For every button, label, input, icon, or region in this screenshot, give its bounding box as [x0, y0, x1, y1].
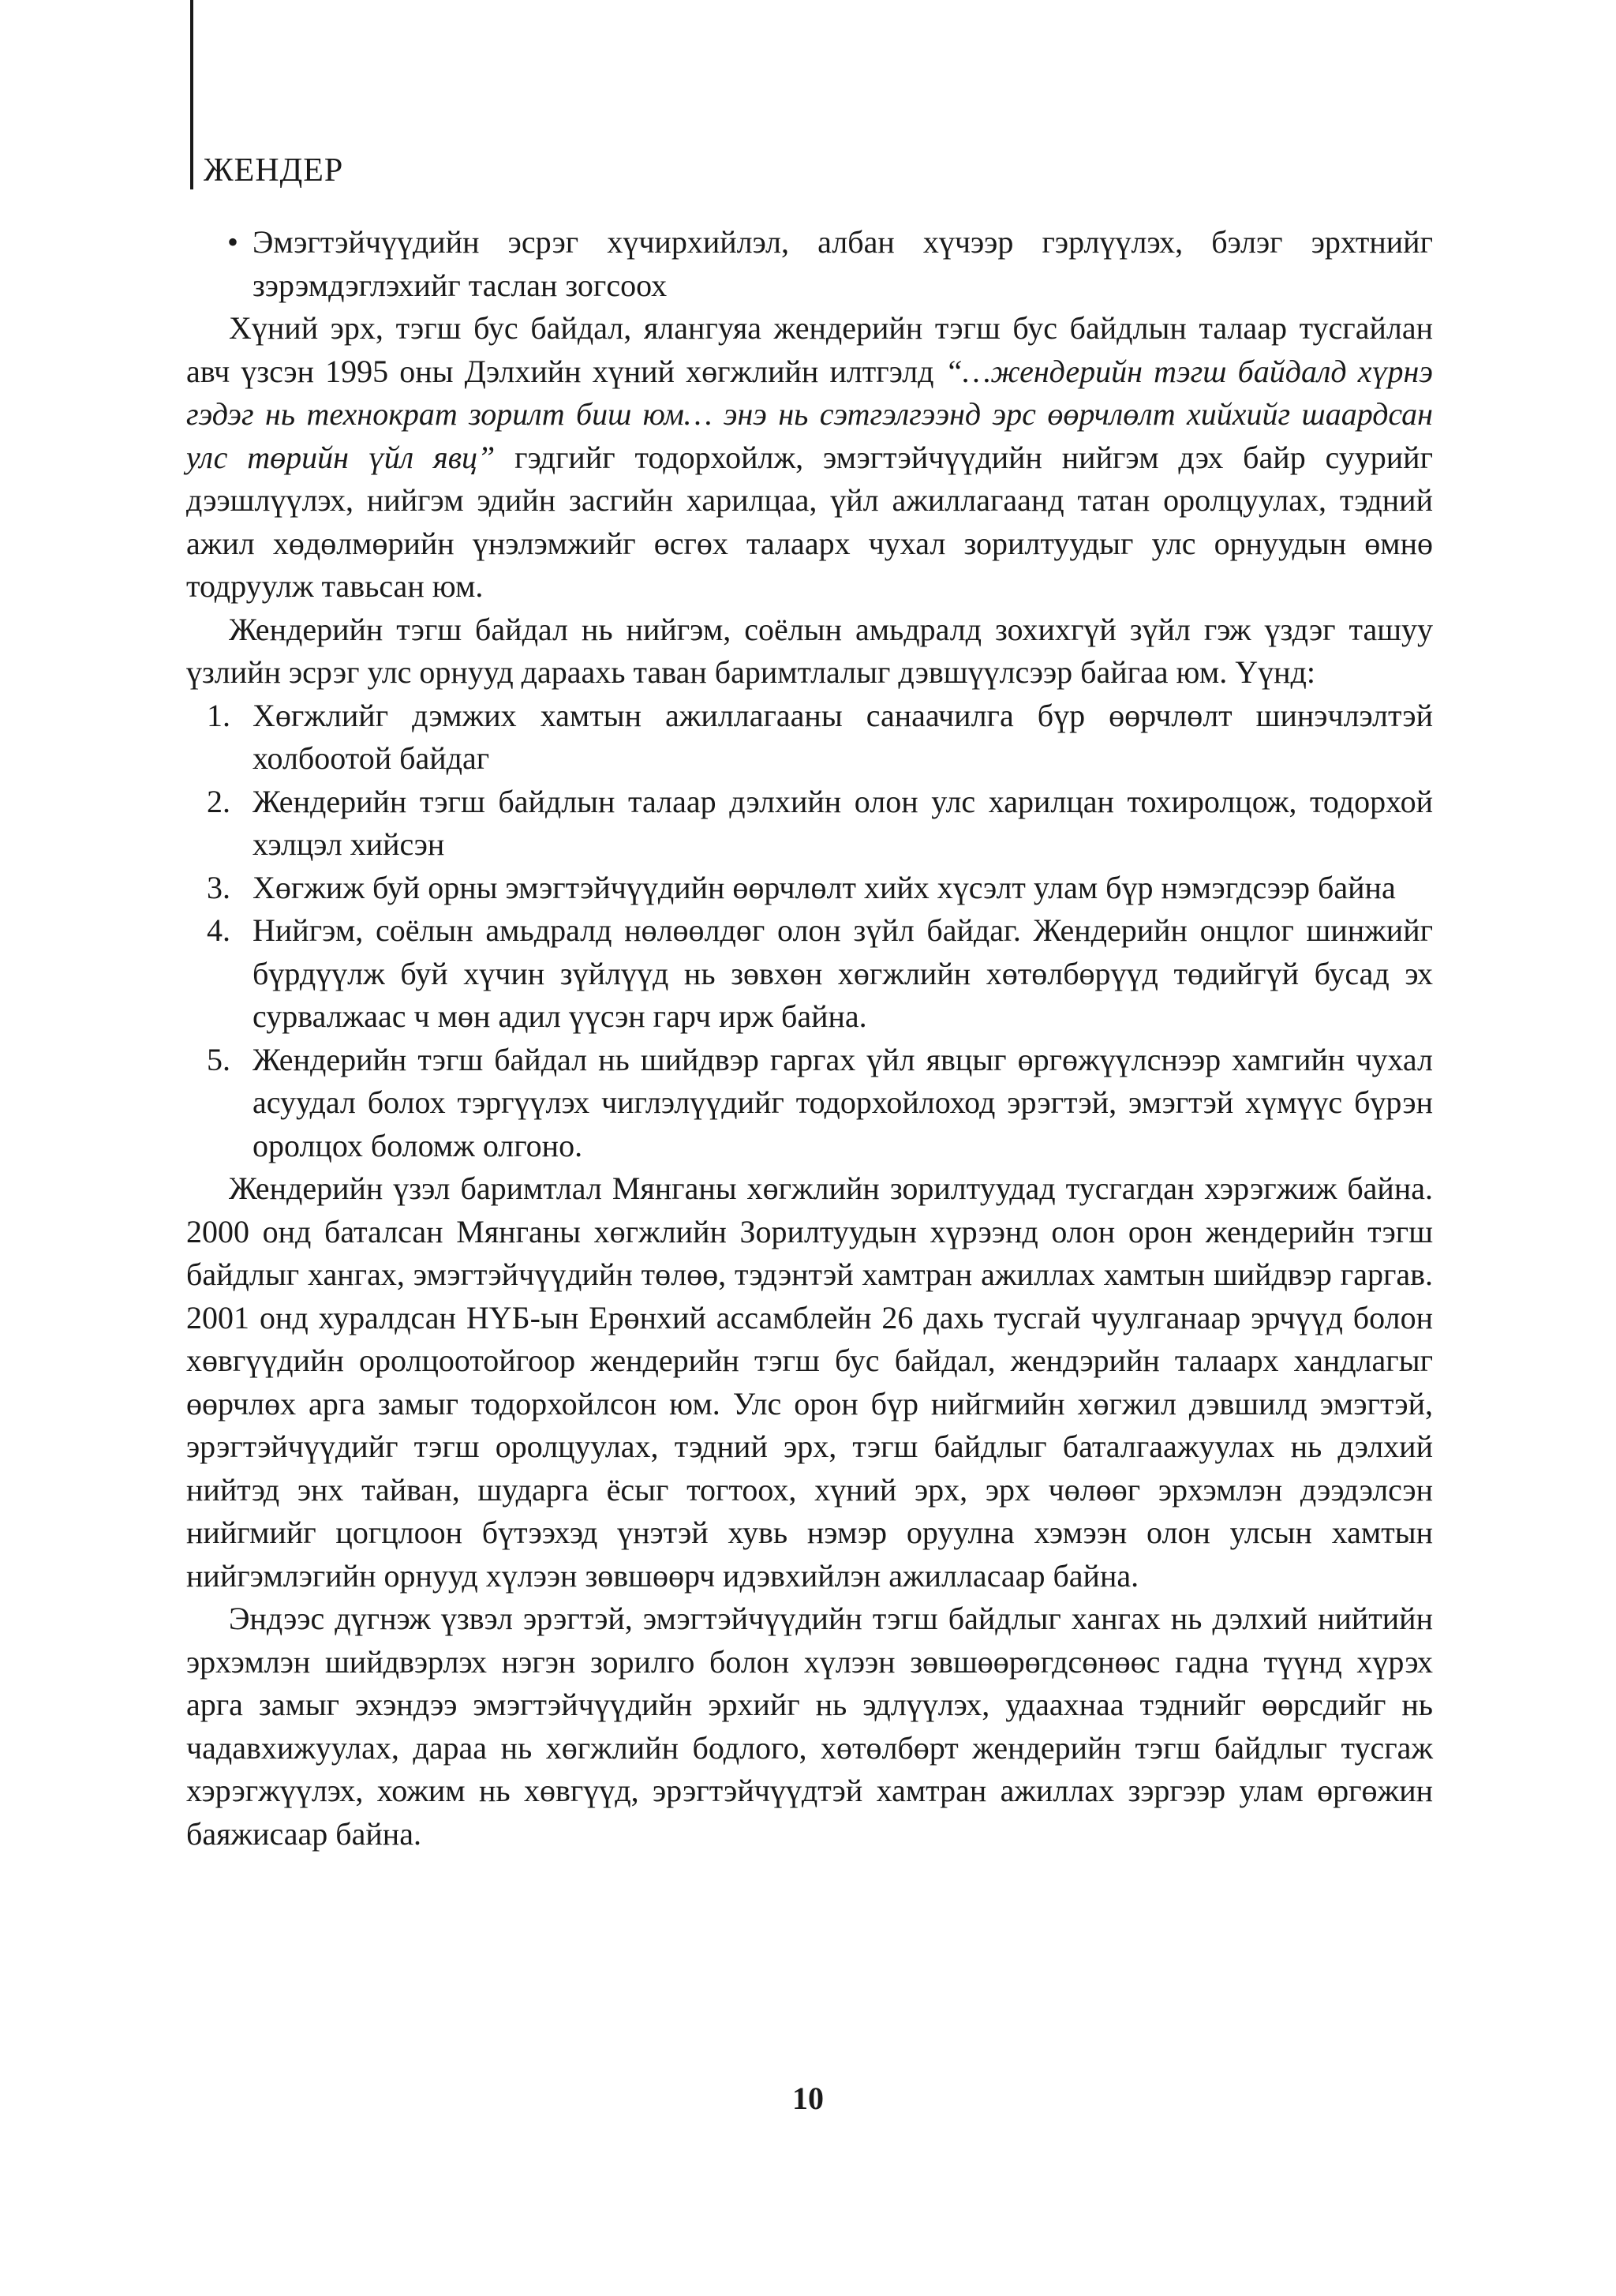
paragraph-4: Эндээс дүгнэж үзвэл эрэгтэй, эмэгтэйчүүдийн тэгш байдлыг хангах нь дэлхий нийтийн эрхэмлэн шийдвэрлэх нэгэн зорилго болон хүлээн зөвшөөрөгдсөнөөс гадна түүнд хүрэх арга замыг эхэндээ эмэгтэйчүүдийн эрхийг нь эдлүүлэх, удаахнаа тэднийг өөрсдийг нь чадавхижуулах, дараа нь хөгжлийн бодлого, хөтөлбөрт жендерийн тэгш байдлыг тусгаж хэрэгжүүлэх, хожим нь хөвгүүд, эрэгтэйчүүдтэй хамтран ажиллах зэргээр улам өргөжин баяжисаар байна. — [186, 1601, 1433, 1852]
list-item — [186, 909, 1433, 1039]
principles-list — [186, 695, 1433, 1168]
list-item-text: Хөгжиж буй орны эмэгтэйчүүдийн өөрчлөлт хийх хүсэлт улам бүр нэмэгдсээр байна — [252, 869, 1396, 905]
list-item-text: Нийгэм, соёлын амьдралд нөлөөлдөг олон зүйл байдаг. Жендерийн онцлог шинжийг бүрдүүлж буй хүчин зүйлүүд нь зөвхөн хөгжлийн хөтөлбөрүүд төдийгүй бусад эх сурвалжаас ч мөн адил үүсэн гарч ирж байна. — [252, 912, 1433, 1034]
list-item-number: 3. — [207, 869, 230, 905]
paragraph-1-after: гэдгийг тодорхойлж, эмэгтэйчүүдийн нийгэм дэх байр суурийг дээшлүүлэх, нийгэм эдийн засгийн харилцаа, үйл ажиллагаанд татан оролцуулах, тэдний ажил хөдөлмөрийн үнэлэмжийг өсгөх талаарх чухал зорилтуудыг улс орнуудын өмнө тодруулж тавьсан юм. — [186, 439, 1433, 604]
list-item — [186, 1039, 1433, 1168]
page-body — [186, 221, 1433, 1856]
paragraph-2: Жендерийн тэгш байдал нь нийгэм, соёлын амьдралд зохихгүй зүйл гэж үздэг ташуу үзлийн эсрэг улс орнууд дараахь таван баримтлалыг дэвшүүлсээр байгаа юм. Үүнд: — [186, 611, 1433, 690]
list-item-number: 1. — [207, 697, 230, 733]
bullet-item — [186, 221, 1433, 307]
list-item-text: Жендерийн тэгш байдал нь шийдвэр гаргах үйл явцыг өргөжүүлснээр хамгийн чухал асуудал болох тэргүүлэх чиглэлүүдийг тодорхойлоход эрэгтэй, эмэгтэй хүмүүс бүрэн оролцох боломж олгоно. — [252, 1041, 1433, 1163]
bullet-marker: • — [227, 224, 239, 260]
paragraph-1-quote: “…жендерийн тэгш байдалд хүрнэ гэдэг нь технократ зорилт биш юм… энэ нь сэтгэлгээнд эрс өөрчлөлт хийхийг шаардсан улс төрийн үйл явц” — [186, 353, 1433, 475]
list-item-text: Хөгжлийг дэмжих хамтын ажиллагааны санаачилга бүр өөрчлөлт шинэчлэлтэй холбоотой байдаг — [252, 697, 1433, 776]
paragraph-1 — [186, 307, 1433, 609]
bullet-text: Эмэгтэйчүүдийн эсрэг хүчирхийлэл, албан хүчээр гэрлүүлэх, бэлэг эрхтнийг зэрэмдэглэхийг таслан зогсоох — [252, 224, 1433, 303]
list-item-number: 5. — [207, 1041, 230, 1077]
list-item-text: Жендерийн тэгш байдлын талаар дэлхийн олон улс харилцан тохиролцож, тодорхой хэлцэл хийсэн — [252, 783, 1433, 862]
paragraph-3: Жендерийн үзэл баримтлал Мянганы хөгжлийн зорилтуудад тусгагдан хэрэгжиж байна. 2000 онд баталсан Мянганы хөгжлийн Зорилтуудын хүрээнд олон орон жендерийн тэгш байдлыг хангах, эмэгтэйчүүдийн төлөө, тэдэнтэй хамтран ажиллах хамтын шийдвэр гаргав. 2001 онд хуралдсан НҮБ-ын Ерөнхий ассамблейн 26 дахь тусгай чуулганаар эрчүүд болон хөвгүүдийн оролцоотойгоор жендерийн тэгш бус байдал, жендэрийн талаарх хандлагыг өөрчлөх арга замыг тодорхойлсон юм. Улс орон бүр нийгмийн хөгжил дэвшилд эмэгтэй, эрэгтэйчүүдийг тэгш оролцуулах, тэдний эрх, тэгш байдлыг баталгаажуулах нь дэлхий нийтэд энх тайван, шударга ёсыг тогтоох, хүний эрх, эрх чөлөөг эрхэмлэн дээдэлсэн нийгмийг цогцлоон бүтээхэд үнэтэй хувь нэмэр оруулна хэмээн олон улсын хамтын нийгэмлэгийн орнууд хүлээн зөвшөөрч идэвхийлэн ажилласаар байна. — [186, 1170, 1433, 1594]
list-item-number: 4. — [207, 912, 230, 948]
list-item — [186, 867, 1433, 910]
running-head: ЖЕНДЕР — [204, 152, 344, 189]
header-rule — [190, 0, 193, 189]
list-item-number: 2. — [207, 783, 230, 819]
paragraph-1-before: Хүний эрх, тэгш бус байдал, ялангуяа жендерийн тэгш бус байдлын талаар тусгайлан авч үзсэн 1995 оны Дэлхийн хүний хөгжлийн илтгэлд — [186, 310, 1433, 389]
page-number: 10 — [792, 2081, 824, 2116]
list-item — [186, 695, 1433, 781]
list-item — [186, 781, 1433, 867]
